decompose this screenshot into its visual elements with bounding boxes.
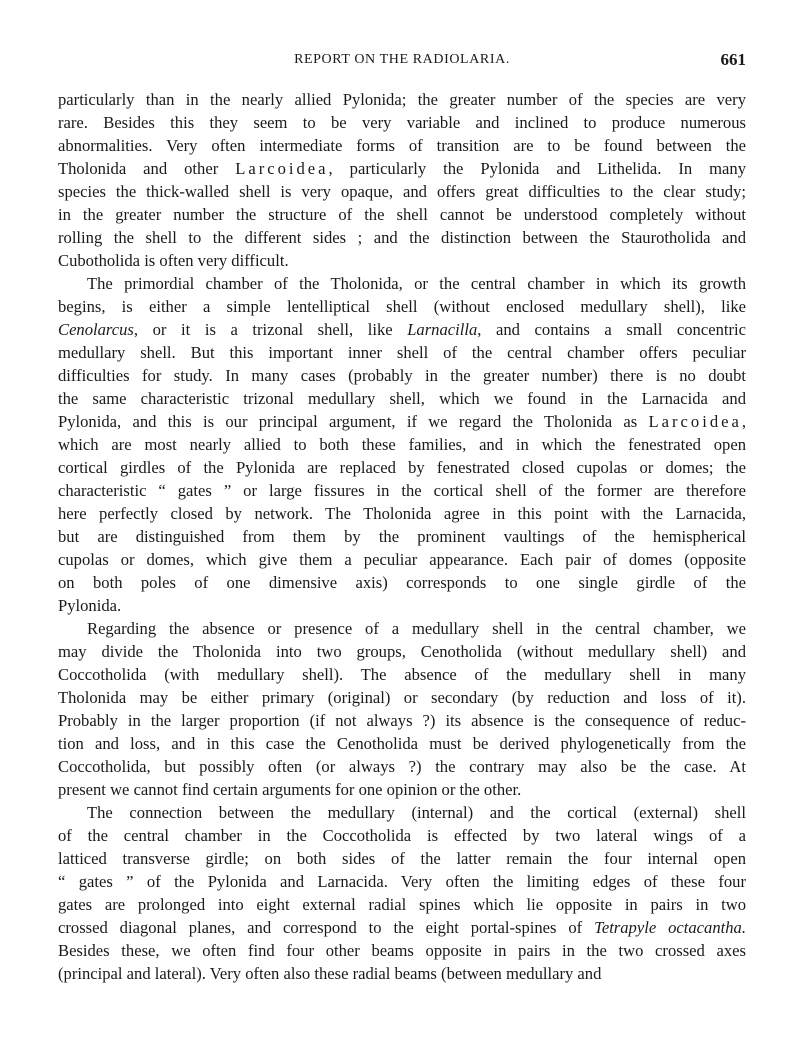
text-line <box>58 180 746 203</box>
text-segment: gates are prolonged into eight external radial spines which lie opposite in pairs in two <box>58 895 746 914</box>
text-segment: Tholonida may be either primary (original) or secondary (by reduction and loss of it). <box>58 688 746 707</box>
running-header <box>58 50 746 72</box>
text-segment: but are distinguished from them by the prominent vaultings of the hemispherical <box>58 527 746 546</box>
running-title: REPORT ON THE RADIOLARIA. <box>294 52 510 67</box>
text-line <box>58 962 746 985</box>
text-segment: species the thick-walled shell is very opaque, and offers great difficulties to the clear study; <box>58 182 746 201</box>
text-segment: which are most nearly allied to both these families, and in which the fenestrated open <box>58 435 746 454</box>
text-line <box>58 548 746 571</box>
text-line <box>58 295 746 318</box>
text-line <box>58 870 746 893</box>
spaced-taxon: Larcoidea <box>648 412 742 431</box>
text-segment: cortical girdles of the Pylonida are replaced by fenestrated closed cupolas or domes; the <box>58 458 746 477</box>
text-line <box>58 847 746 870</box>
text-line <box>58 732 746 755</box>
text-line <box>58 203 746 226</box>
text-line <box>58 755 746 778</box>
text-line <box>58 594 746 617</box>
text-line <box>58 341 746 364</box>
text-segment: the same characteristic trizonal medullary shell, which we found in the Larnacida and <box>58 389 746 408</box>
italic-taxon: Larnacilla <box>407 320 478 339</box>
text-line <box>58 939 746 962</box>
text-segment: , or it is a trizonal shell, like <box>133 320 408 339</box>
text-segment: Tholonida and other <box>58 159 236 178</box>
text-line <box>58 617 746 640</box>
text-segment: in the greater number the structure of the shell cannot be understood completely without <box>58 205 746 224</box>
text-segment: Pylonida, and this is our principal argument, if we regard the Tholonida as <box>58 412 649 431</box>
text-segment: cupolas or domes, which give them a peculiar appearance. Each pair of domes (opposite <box>58 550 746 569</box>
text-segment: Coccotholida, but possibly often (or always ?) the contrary may also be the case. At <box>58 757 746 776</box>
text-segment: The primordial chamber of the Tholonida, or the central chamber in which its growth <box>87 274 746 293</box>
text-segment: Cubotholida is often very difficult. <box>58 251 289 270</box>
text-line <box>58 364 746 387</box>
text-line <box>58 709 746 732</box>
text-segment: begins, is either a simple lentelliptical shell (without enclosed medullary shell), like <box>58 297 746 316</box>
text-segment: here perfectly closed by network. The Tholonida agree in this point with the Larnacida, <box>58 504 746 523</box>
italic-taxon: Cenolarcus <box>58 320 134 339</box>
text-segment: “ gates ” of the Pylonida and Larnacida. Very often the limiting edges of these four <box>58 872 746 891</box>
text-segment: , <box>741 412 746 431</box>
spaced-taxon: Larcoidea <box>235 159 329 178</box>
text-segment: particularly than in the nearly allied Pylonida; the greater number of the species are very <box>58 90 746 109</box>
text-line <box>58 433 746 456</box>
text-line <box>58 893 746 916</box>
text-segment: difficulties for study. In many cases (probably in the greater number) there is no doubt <box>58 366 746 385</box>
text-segment: of the central chamber in the Coccotholida is effected by two lateral wings of a <box>58 826 746 845</box>
text-line <box>58 686 746 709</box>
text-segment: (principal and lateral). Very often also these radial beams (between medullary and <box>58 964 602 983</box>
text-line <box>58 801 746 824</box>
text-line <box>58 226 746 249</box>
text-segment: , particularly the Pylonida and Lithelida. In many <box>328 159 746 178</box>
text-line <box>58 824 746 847</box>
text-segment: The connection between the medullary (internal) and the cortical (external) shell <box>87 803 746 822</box>
text-line <box>58 525 746 548</box>
text-segment: abnormalities. Very often intermediate forms of transition are to be found between the <box>58 136 746 155</box>
text-segment: may divide the Tholonida into two groups, Cenotholida (without medullary shell) and <box>58 642 746 661</box>
text-segment: medullary shell. But this important inner shell of the central chamber offers peculiar <box>58 343 746 362</box>
text-line <box>58 502 746 525</box>
text-line <box>58 318 746 341</box>
text-segment: Pylonida. <box>58 596 122 615</box>
text-segment: Besides these, we often find four other beams opposite in pairs in the two crossed axes <box>58 941 746 960</box>
text-segment: Probably in the larger proportion (if not always ?) its absence is the consequence of reduc- <box>58 711 746 730</box>
text-line <box>58 88 746 111</box>
text-line <box>58 456 746 479</box>
text-segment: tion and loss, and in this case the Cenotholida must be derived phylogenetically from the <box>58 734 746 753</box>
text-segment: rare. Besides this they seem to be very variable and inclined to produce numerous <box>58 113 746 132</box>
text-line <box>58 479 746 502</box>
text-segment: characteristic “ gates ” or large fissures in the cortical shell of the former are therefore <box>58 481 746 500</box>
text-line <box>58 571 746 594</box>
text-segment: latticed transverse girdle; on both sides of the latter remain the four internal open <box>58 849 746 868</box>
text-line <box>58 111 746 134</box>
paragraph <box>58 88 746 272</box>
text-line <box>58 916 746 939</box>
body-text <box>58 88 746 985</box>
text-segment: Regarding the absence or presence of a medullary shell in the central chamber, we <box>87 619 746 638</box>
text-segment: crossed diagonal planes, and correspond to the eight portal-spines of <box>58 918 595 937</box>
page-number: 661 <box>720 50 746 69</box>
paragraph <box>58 617 746 801</box>
italic-taxon: Tetrapyle octacantha. <box>594 918 746 937</box>
paragraph <box>58 272 746 617</box>
text-segment: rolling the shell to the different sides ; and the distinction between the Staurotholida and <box>58 228 746 247</box>
text-line <box>58 640 746 663</box>
text-segment: present we cannot find certain arguments for one opinion or the other. <box>58 780 522 799</box>
paragraph <box>58 801 746 985</box>
text-line <box>58 410 746 433</box>
text-segment: , and contains a small concentric <box>477 320 746 339</box>
text-line <box>58 249 746 272</box>
text-line <box>58 663 746 686</box>
text-line <box>58 134 746 157</box>
text-line <box>58 387 746 410</box>
text-line <box>58 778 746 801</box>
text-segment: Coccotholida (with medullary shell). The absence of the medullary shell in many <box>58 665 746 684</box>
text-line <box>58 157 746 180</box>
text-line <box>58 272 746 295</box>
text-segment: on both poles of one dimensive axis) corresponds to one single girdle of the <box>58 573 746 592</box>
